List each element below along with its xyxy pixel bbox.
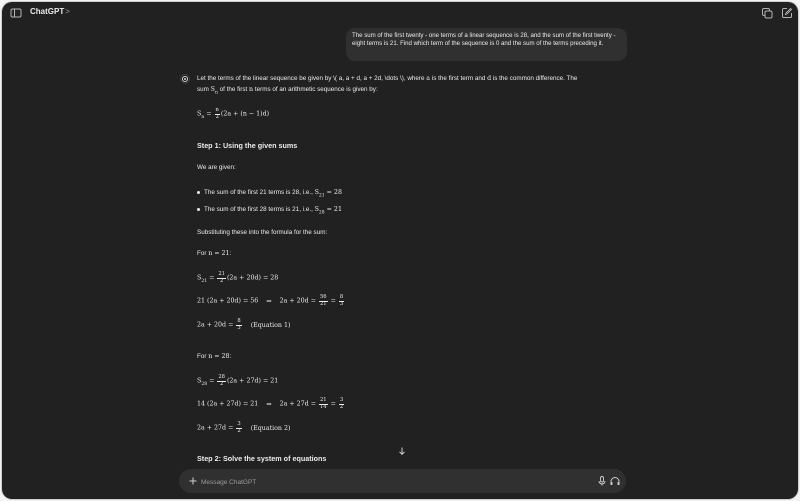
intro-line-1	[197, 75, 577, 82]
for-n28-label	[197, 353, 231, 360]
label-colon: :	[229, 250, 232, 257]
equation-rest: (2a + 27d) = 21	[226, 377, 279, 385]
equation-s21	[197, 272, 278, 284]
substituting-text: Substituting these into the formula for the sum:	[197, 229, 328, 236]
fraction-denominator: 2	[339, 403, 344, 410]
math-equals: =	[207, 377, 217, 385]
user-message: The sum of the first twenty - one terms of a linear sequence is 28, and the sum of the first twenty - eight terms is 21. Find which term of the sequence is 0 and the sum of the terms preceding it.	[346, 28, 627, 61]
fraction-denominator: 2	[215, 113, 219, 120]
intro-line-2	[197, 86, 378, 95]
microphone-icon[interactable]	[597, 475, 607, 487]
fraction-denominator: 21	[320, 300, 327, 307]
fraction	[236, 422, 241, 434]
math-equals: =	[207, 274, 217, 282]
fraction-denominator: 2	[219, 380, 224, 387]
implies-arrow: ⇒	[266, 297, 272, 305]
math-subscript: 28	[318, 210, 325, 216]
math-n: n	[249, 86, 254, 93]
math-n21: n = 21	[208, 250, 230, 257]
equation-s28-simplified	[197, 398, 345, 410]
math-s28	[314, 206, 342, 216]
equation-right: 2a + 27d =	[279, 400, 318, 408]
fraction-denominator: 14	[320, 403, 327, 410]
step2-heading: Step 2: Solve the system of equations	[197, 454, 327, 463]
message-input[interactable]	[199, 473, 583, 491]
math-subscript: 21	[201, 278, 208, 284]
math-s: S	[197, 377, 202, 385]
given-text: We are given:	[197, 164, 236, 171]
fraction	[236, 319, 241, 331]
math-subscript: n	[214, 90, 218, 96]
fraction	[339, 398, 344, 410]
fraction	[339, 295, 344, 307]
fraction-numerator: 8	[237, 318, 241, 324]
label-colon: :	[229, 353, 232, 360]
math-a: a	[426, 75, 431, 82]
math-s21	[314, 189, 342, 199]
math-value: = 28	[324, 189, 342, 196]
fraction-numerator: 3	[339, 397, 344, 403]
top-bar	[2, 2, 798, 24]
fraction	[217, 272, 226, 284]
intro-text: sum	[197, 86, 211, 93]
fraction-denominator: 3	[237, 324, 241, 331]
fraction-numerator: 3	[237, 421, 241, 427]
fraction-numerator: 56	[320, 294, 327, 300]
plus-icon[interactable]	[187, 475, 199, 487]
intro-text: terms of an arithmetic sequence is given by:	[253, 86, 378, 93]
equation-s28	[197, 375, 278, 387]
fraction-numerator: 28	[218, 374, 225, 380]
chatgpt-logo-icon	[180, 74, 190, 84]
math-value: = 21	[324, 206, 342, 213]
chevron-right-icon: >	[65, 7, 70, 16]
voice-mode-headphones-icon[interactable]	[609, 475, 621, 487]
app-title: ChatGPT	[30, 7, 65, 16]
intro-text: is the first term and	[430, 75, 488, 82]
sidebar-toggle-icon[interactable]	[10, 7, 22, 19]
formula-rest: (2a + (n − 1)d)	[220, 110, 270, 118]
equation-1	[197, 319, 290, 331]
math-equals: =	[328, 297, 338, 305]
math-s: S	[197, 110, 202, 118]
fraction-numerator: 21	[320, 397, 327, 403]
fraction-numerator: n	[215, 107, 219, 113]
model-selector[interactable]	[30, 7, 70, 16]
fraction	[215, 108, 220, 120]
fraction	[217, 375, 226, 387]
math-subscript: 21	[318, 193, 325, 199]
bullet-item-2	[197, 206, 342, 215]
intro-text: of the first	[217, 86, 250, 93]
bullet-text: The sum of the first 28 terms is 21, i.e.,	[204, 206, 315, 213]
equation-2	[197, 422, 290, 434]
new-chat-icon[interactable]	[781, 7, 793, 19]
equation-left: 14 (2a + 27d) = 21	[197, 400, 259, 408]
equation-s21-simplified	[197, 295, 345, 307]
for-n21-label	[197, 250, 231, 257]
bullet-dot	[197, 208, 200, 211]
fraction-denominator: 3	[339, 300, 344, 307]
label-text: For	[197, 250, 209, 257]
step1-heading: Step 1: Using the given sums	[197, 141, 298, 150]
bullet-dot	[197, 191, 200, 194]
scroll-down-arrow-icon[interactable]	[396, 445, 408, 457]
fraction-denominator: 2	[237, 427, 241, 434]
math-equals: =	[328, 400, 338, 408]
temporary-chat-icon[interactable]	[761, 7, 773, 19]
math-s: S	[197, 274, 202, 282]
equation-label: (Equation 1)	[250, 321, 291, 329]
implies-arrow: ⇒	[266, 400, 272, 408]
sum-formula	[197, 108, 269, 120]
equation-left: 2a + 20d =	[197, 321, 236, 329]
intro-text: is the common difference. The	[491, 75, 578, 82]
bullet-item-1	[197, 189, 342, 198]
fraction-numerator: 21	[218, 271, 225, 277]
math-d: d	[487, 75, 492, 82]
equation-left: 2a + 27d =	[197, 424, 236, 432]
math-subscript: n	[201, 114, 205, 120]
math-equals: =	[206, 110, 212, 118]
math-s: S	[314, 189, 319, 196]
math-s: S	[314, 206, 319, 213]
equation-left: 21 (2a + 20d) = 56	[197, 297, 259, 305]
math-n28: n = 28	[208, 353, 230, 360]
equation-right: 2a + 20d =	[279, 297, 318, 305]
math-subscript: 28	[201, 381, 208, 387]
intro-text: Let the terms of the linear sequence be given by \( a, a + d, a + 2d, \dots \), where	[197, 75, 427, 82]
fraction	[319, 398, 328, 410]
chat-window	[2, 2, 798, 499]
equation-rest: (2a + 20d) = 28	[226, 274, 279, 282]
bullet-text: The sum of the first 21 terms is 28, i.e.,	[204, 189, 315, 196]
math-s: S	[210, 86, 215, 93]
message-composer	[179, 469, 626, 493]
equation-label: (Equation 2)	[250, 424, 291, 432]
math-sn	[210, 86, 218, 96]
fraction	[319, 295, 328, 307]
label-text: For	[197, 353, 209, 360]
fraction-numerator: 8	[339, 294, 344, 300]
fraction-denominator: 2	[219, 277, 224, 284]
